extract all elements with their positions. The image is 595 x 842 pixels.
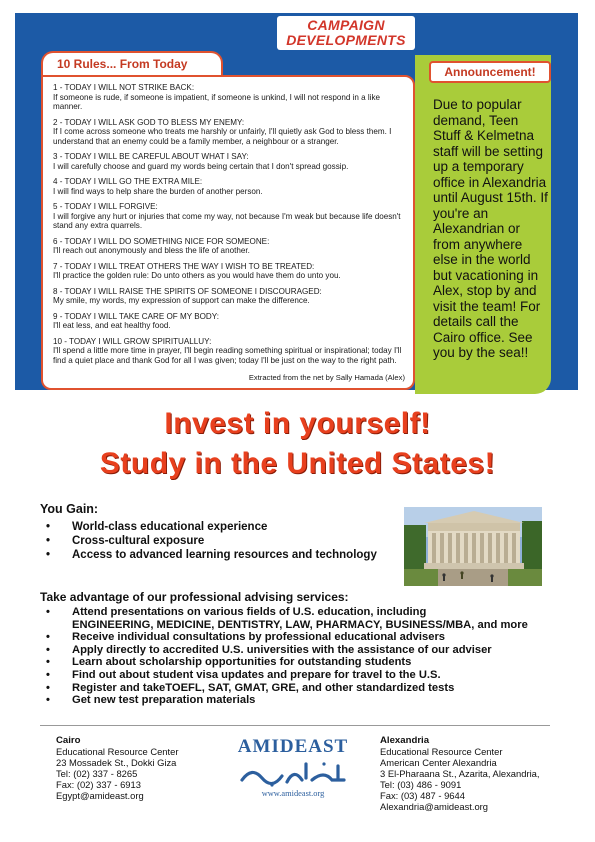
rule-text: My smile, my words, my expression of support can make the difference.	[53, 296, 310, 305]
rule-item	[53, 237, 405, 256]
amideast-logo	[232, 736, 354, 802]
rule-text: I will forgive any hurt or injuries that come my way, not because I'm weak but because life doesn't stand any extra quarrels.	[53, 211, 401, 230]
list-item	[46, 644, 528, 657]
rules-title: 10 Rules... From Today	[57, 57, 188, 71]
rules-credit: Extracted from the net by Sally Hamada (Alex)	[248, 373, 405, 382]
rule-item	[53, 312, 405, 331]
office-phone: Tel: (02) 337 - 8265	[56, 768, 138, 779]
advising-item: Get new test preparation materials	[72, 694, 256, 707]
campaign-title-line1: CAMPAIGN	[307, 17, 385, 33]
rule-item	[53, 152, 405, 171]
rule-item	[53, 202, 405, 231]
announcement-box	[415, 55, 551, 394]
office-email[interactable]: Alexandria@amideast.org	[380, 801, 489, 812]
bullet-icon: •	[46, 668, 50, 681]
rule-text: If someone is rude, if someone is impatient, if someone is unkind, I will not respond in a like manner.	[53, 92, 381, 111]
website-link[interactable]: www.amideast.org	[261, 789, 325, 798]
rule-title: 7 - TODAY I WILL TREAT OTHERS THE WAY I WISH TO BE TREATED:	[53, 261, 315, 271]
campaign-title-line2: DEVELOPMENTS	[286, 32, 406, 48]
logo-wordmark: AMIDEAST	[237, 736, 349, 757]
alexandria-office	[380, 735, 539, 812]
rule-title: 10 - TODAY I WILL GROW SPIRITUALLUY:	[53, 336, 212, 346]
cairo-office	[56, 735, 178, 801]
gain-item: Cross-cultural exposure	[72, 535, 205, 547]
gain-title: You Gain:	[40, 502, 99, 516]
divider	[40, 725, 550, 726]
rule-title: 6 - TODAY I WILL DO SOMETHING NICE FOR SOMEONE:	[53, 236, 270, 246]
rule-text: I'll spend a little more time in prayer, I'll begin reading something spiritual or inspirational; today I'll find a quiet place and thank God for all I was given; today I'll be just on the way to the right path.	[53, 346, 402, 365]
office-line: American Center Alexandria	[380, 757, 497, 768]
office-name: Alexandria	[380, 735, 430, 746]
advising-item: Apply directly to accredited U.S. universities with the assistance of our adviser	[72, 643, 492, 656]
list-item	[46, 694, 528, 707]
rule-text: I will carefully choose and guard my words being certain that I don't spread gossip.	[53, 161, 349, 171]
bullet-icon: •	[46, 549, 51, 561]
bullet-icon: •	[46, 643, 50, 656]
rule-title: 8 - TODAY I WILL RAISE THE SPIRITS OF SOMEONE I DISCOURAGED:	[53, 286, 322, 296]
rule-title: 3 - TODAY I WILL BE CAREFUL ABOUT WHAT I SAY:	[53, 152, 249, 161]
advising-item: Learn about scholarship opportunities for outstanding students	[72, 656, 412, 669]
list-item	[46, 520, 377, 534]
office-name: Cairo	[56, 735, 81, 746]
list-item	[46, 656, 528, 669]
bullet-icon: •	[46, 521, 51, 533]
bullet-icon: •	[46, 631, 50, 644]
rule-item	[53, 262, 405, 281]
rule-title: 2 - TODAY I WILL ASK GOD TO BLESS MY ENEMY:	[53, 117, 245, 127]
office-line: 23 Mossadek St., Dokki Giza	[56, 757, 177, 768]
office-line: Educational Resource Center	[56, 746, 179, 757]
list-item	[46, 534, 377, 548]
rule-text: I'll eat less, and eat healthy food.	[53, 321, 171, 330]
rule-title: 4 - TODAY I WILL GO THE EXTRA MILE:	[53, 177, 203, 186]
rule-item	[53, 83, 405, 112]
rule-item	[53, 337, 405, 366]
rule-text: I'll practice the golden rule: Do unto others as you would have them do unto you.	[53, 271, 341, 280]
rule-title: 1 - TODAY I WILL NOT STRIKE BACK:	[53, 83, 195, 92]
rules-box	[41, 75, 415, 390]
headline-line2: Study in the United States!	[99, 447, 496, 480]
office-fax: Fax: (03) 487 - 9644	[380, 790, 465, 801]
announcement-tab	[429, 61, 551, 83]
bullet-icon: •	[46, 656, 50, 669]
list-item	[46, 606, 528, 631]
headline-line1: Invest in yourself!	[164, 407, 431, 440]
office-fax: Fax: (02) 337 - 6913	[56, 779, 141, 790]
rule-text: I'll reach out anonymously and bless the life of another.	[53, 246, 250, 255]
rule-title: 9 - TODAY I WILL TAKE CARE OF MY BODY:	[53, 311, 219, 321]
rule-item	[53, 118, 405, 147]
advising-item: Register and takeTOEFL, SAT, GMAT, GRE, and other standardized tests	[72, 681, 455, 694]
announcement-title: Announcement!	[444, 65, 536, 79]
bullet-icon: •	[46, 606, 50, 618]
advising-title: Take advantage of our professional advising services:	[40, 590, 349, 604]
advising-list	[46, 606, 528, 707]
arabic-script-logo-icon	[232, 758, 354, 788]
advising-item: Attend presentations on various fields of U.S. education, including	[72, 606, 427, 618]
campaign-panel	[15, 13, 578, 390]
gain-list	[46, 520, 377, 562]
rule-title: 5 - TODAY I WILL FORGIVE:	[53, 202, 158, 211]
bullet-icon: •	[46, 681, 50, 694]
announcement-text: Due to popular demand, Teen Stuff & Kelmetna staff will be setting up a temporary office in Alexandria until August 15th. If you're an Alexandrian or from anywhere else in the world but vacationing in Alex, stop by and visit the team! For details call the Cairo office. See you by the sea!!	[433, 97, 548, 360]
university-photo	[404, 507, 542, 586]
bullet-icon: •	[46, 535, 51, 547]
advising-item: Find out about student visa updates and prepare for travel to the U.S.	[72, 668, 441, 681]
rule-text: If I come across someone who treats me harshly or unfairly, I'll quietly ask God to bless them. I understand that an enemy could be a family member, a neighbour or a stranger.	[53, 127, 392, 146]
list-item	[46, 682, 528, 695]
office-phone: Tel: (03) 486 - 9091	[380, 779, 462, 790]
campaign-title	[277, 16, 415, 50]
list-item	[46, 669, 528, 682]
gain-item: World-class educational experience	[72, 521, 268, 533]
office-line: Educational Resource Center	[380, 746, 503, 757]
rules-tab	[41, 51, 223, 77]
university-building-image	[404, 507, 542, 586]
gain-item: Access to advanced learning resources and technology	[72, 549, 377, 561]
office-email[interactable]: Egypt@amideast.org	[56, 790, 144, 801]
list-item	[46, 548, 377, 562]
advising-item-fields: ENGINEERING, MEDICINE, DENTISTRY, LAW, PHARMACY, BUSINESS/MBA, and more	[72, 618, 528, 631]
rule-text: I will find ways to help share the burden of another person.	[53, 186, 263, 196]
list-item	[46, 631, 528, 644]
rule-item	[53, 287, 405, 306]
rule-item	[53, 177, 405, 196]
office-line: 3 El-Pharaana St., Azarita, Alexandria,	[380, 768, 540, 779]
bullet-icon: •	[46, 694, 50, 707]
advising-item: Receive individual consultations by professional educational advisers	[72, 631, 446, 644]
